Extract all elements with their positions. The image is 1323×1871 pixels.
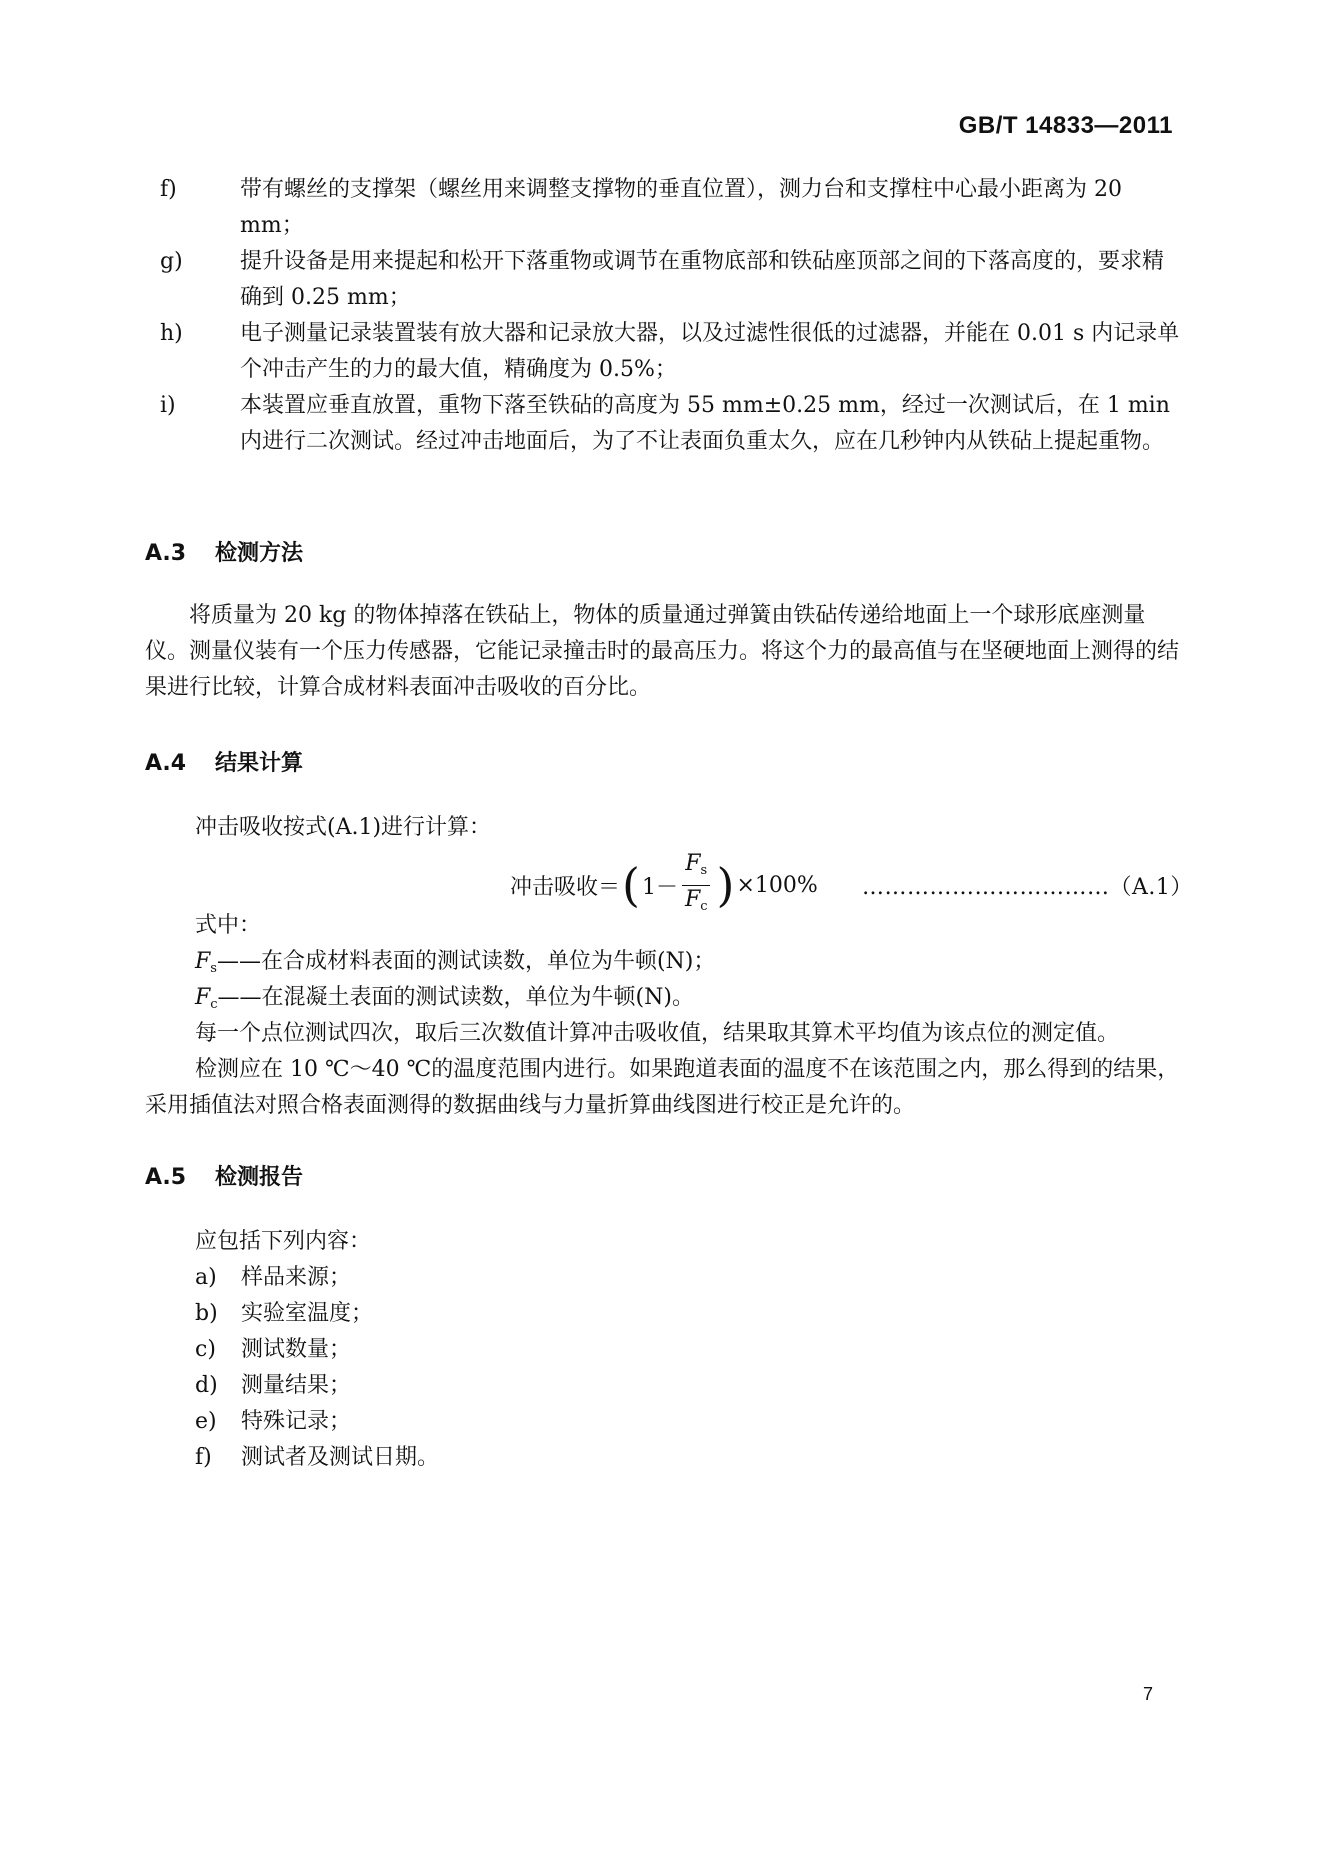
fraction-numerator: $F_s$ [682,851,710,886]
section-heading-a4 [145,746,303,777]
list-item [195,1440,1215,1476]
list-item [195,1260,1215,1296]
list-item [195,1368,1215,1404]
section-title: 检测报告 [215,1165,304,1190]
section-heading-a3 [145,536,303,567]
list-marker: d) [195,1373,218,1398]
list-marker: i) [160,393,176,418]
list-marker: f) [160,177,177,202]
open-paren: ( [622,858,640,912]
list-marker: c) [195,1337,216,1362]
fraction-denominator: $F_c$ [684,886,708,914]
list-marker: f) [195,1445,212,1470]
section-heading-a5 [145,1160,303,1191]
close-paren: ) [716,858,735,912]
variable-definition: $F_c——$在混凝土表面的测试读数，单位为牛顿(N)。 [195,985,694,1012]
where-label: 式中： [195,913,262,938]
section-a4-para-2: 检测应在 10 ℃～40 ℃的温度范围内进行。如果跑道表面的温度不在该范围之内，那么得到的结果，采用插值法对照合格表面测得的数据曲线与力量折算曲线图进行校正是允许的。 [145,1057,1180,1118]
list-item [160,172,1180,244]
list-text: 实验室温度； [241,1301,374,1326]
list-text: 测试者及测试日期。 [241,1445,440,1470]
formula-a1 [510,850,818,920]
section-number: A.4 [145,751,187,776]
standard-code: GB/T 14833—2011 [958,112,1173,139]
list-text: 测量结果； [241,1373,352,1398]
list-marker: h) [160,321,183,346]
list-marker: a) [195,1265,217,1290]
list-marker: g) [160,249,183,274]
section-a3-body: 将质量为 20 kg 的物体掉落在铁砧上，物体的质量通过弹簧由铁砧传递给地面上一个球形底座测量仪。测量仪装有一个压力传感器，它能记录撞击时的最高压力。将这个力的最高值与在坚硬地面上测得的结果进行比较，计算合成材料表面冲击吸收的百分比。 [145,603,1180,700]
fraction [682,851,711,920]
section-title: 结果计算 [215,751,304,776]
formula-intro: 冲击吸收按式(A.1)进行计算： [195,815,492,840]
list-text: 样品来源； [241,1265,352,1290]
formula-times: ×100% [736,872,818,898]
list-text: 电子测量记录装置装有放大器和记录放大器，以及过滤性很低的过滤器，并能在 0.01 s 内记录单个冲击产生的力的最大值，精确度为 0.5%； [240,321,1180,382]
formula-lhs: 冲击吸收＝ [510,874,621,900]
list-item [195,1404,1215,1440]
list-item [160,316,1180,388]
variable-definition: $F_s——$在合成材料表面的测试读数，单位为牛顿(N)； [195,949,716,976]
formula-number: ……………………………（A.1） [862,875,1193,900]
section-a4-para-1: 每一个点位测试四次，取后三次数值计算冲击吸收值，结果取其算术平均值为该点位的测定值。 [195,1021,1120,1046]
list-marker: b) [195,1301,218,1326]
formula-one-minus: 1－ [641,874,678,900]
list-item [160,388,1180,460]
section-title: 检测方法 [215,541,304,566]
list-text: 提升设备是用来提起和松开下落重物或调节在重物底部和铁砧座顶部之间的下落高度的，要求精确到 0.25 mm； [240,249,1165,310]
list-text: 本装置应垂直放置，重物下落至铁砧的高度为 55 mm±0.25 mm，经过一次测试后，在 1 min 内进行二次测试。经过冲击地面后，为了不让表面负重太久，应在几秒钟内从铁砧上提起重物。 [240,393,1170,454]
list-marker: e) [195,1409,217,1434]
list-text: 带有螺丝的支撑架（螺丝用来调整支撑物的垂直位置），测力台和支撑柱中心最小距离为 20 mm； [240,177,1122,238]
list-text: 特殊记录； [241,1409,352,1434]
page-number: 7 [1142,1684,1153,1704]
section-number: A.5 [145,1165,187,1190]
section-number: A.3 [145,541,187,566]
list-item [195,1296,1215,1332]
list-text: 测试数量； [241,1337,352,1362]
report-intro: 应包括下列内容： [195,1229,372,1254]
list-item [195,1332,1215,1368]
list-item [160,244,1180,316]
